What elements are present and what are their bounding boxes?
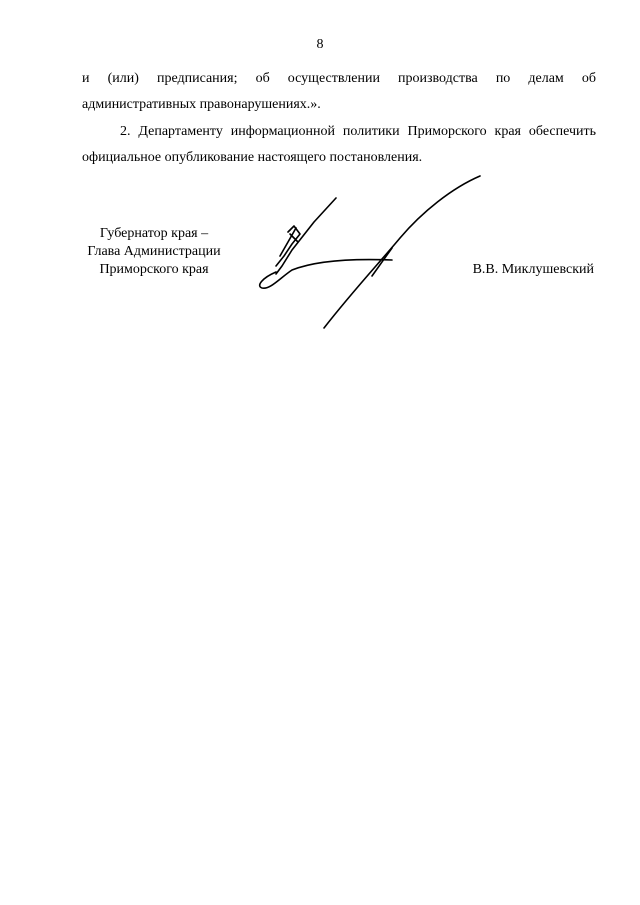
signatory-title — [70, 225, 238, 279]
signatory-title-line: Губернатор края – — [99, 226, 209, 241]
signatory-name: В.В. Миклушевский — [472, 262, 594, 277]
paragraph-continuation: и (или) предписания; об осуществлении производства по делам об административных правонарушениях.». — [82, 71, 596, 112]
handwritten-signature — [252, 172, 492, 334]
signatory-title-line: Приморского края — [99, 262, 209, 277]
page-number: 8 — [316, 37, 324, 52]
signatory-title-line: Глава Администрации — [87, 244, 221, 259]
paragraph-item-2: 2. Департаменту информационной политики Приморского края обеспечить официальное опубликование настоящего постановления. — [82, 124, 596, 165]
